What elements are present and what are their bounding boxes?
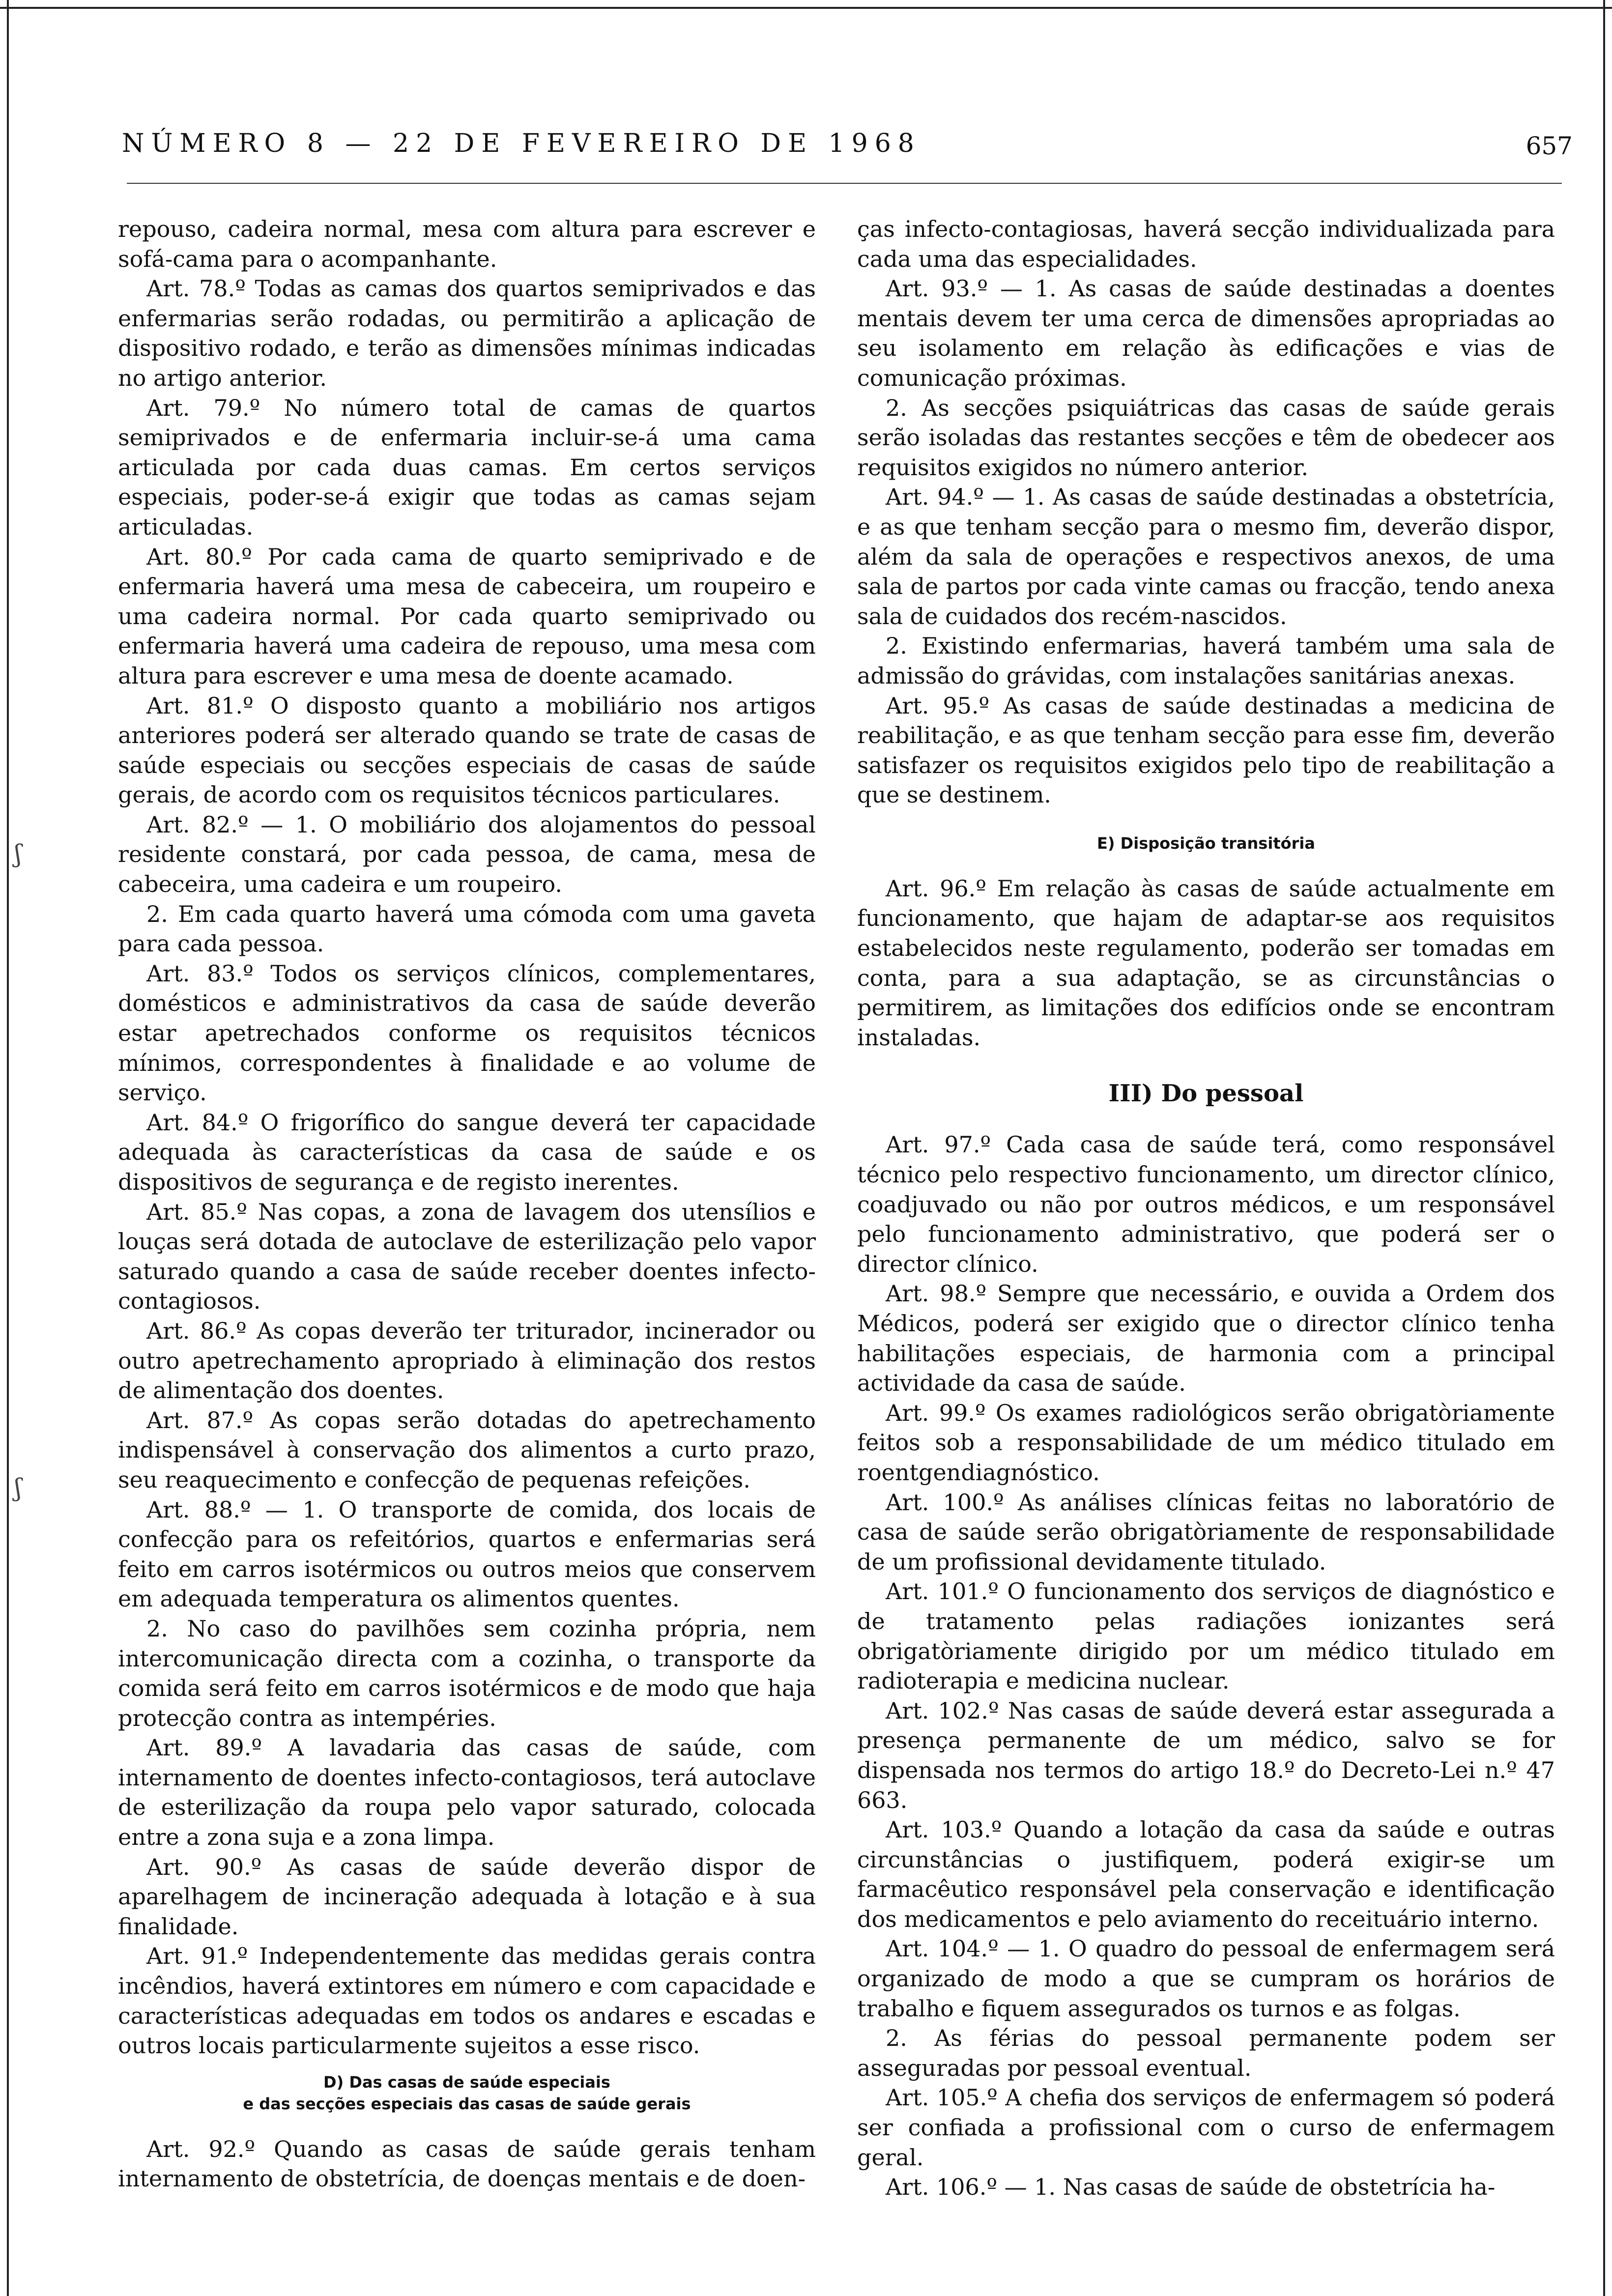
article-105: Art. 105.º A chefia dos serviços de enfermagem só poderá ser confiada a profissional com o curso de enfermagem geral. bbox=[857, 2084, 1555, 2171]
margin-mark: ʃ bbox=[15, 1473, 22, 1502]
article-84: Art. 84.º O frigorífico do sangue deverá ter capacidade adequada às características da casa de saúde e os dispositivos de segurança e de registo inerentes. bbox=[118, 1109, 816, 1195]
scan-border-right bbox=[1603, 0, 1605, 2296]
section-heading-d-line1: D) Das casas de saúde especiais bbox=[323, 2072, 610, 2092]
article-78: Art. 78.º Todas as camas dos quartos semiprivados e das enfermarias serão rodadas, ou permitirão a aplicação de dispositivo rodado, e terão as dimensões mínimas indicadas no artigo anterior. bbox=[118, 275, 816, 391]
article-100: Art. 100.º As análises clínicas feitas no laboratório de casa de saúde serão obrigatòriamente de responsabilidade de um profissional devidamente titulado. bbox=[857, 1489, 1555, 1575]
article-85: Art. 85.º Nas copas, a zona de lavagem dos utensílios e louças será dotada de autoclave de esterilização pelo vapor saturado quando a casa de saúde receber doentes infecto-contagiosos. bbox=[118, 1198, 816, 1315]
page-number: 657 bbox=[1526, 132, 1573, 160]
article-103: Art. 103.º Quando a lotação da casa da saúde e outras circunstâncias o justifiquem, poderá exigir-se um farmacêutico responsável pela conservação e identificação dos medicamentos e pelo aviamento do receituário interno. bbox=[857, 1816, 1555, 1932]
article-82-2: 2. Em cada quarto haverá uma cómoda com uma gaveta para cada pessoa. bbox=[118, 900, 816, 957]
article-90: Art. 90.º As casas de saúde deverão dispor de aparelhagem de incineração adequada à lotação e à sua finalidade. bbox=[118, 1853, 816, 1940]
article-95: Art. 95.º As casas de saúde destinadas a medicina de reabilitação, e as que tenham secção para esse fim, deverão satisfazer os requisitos exigidos pelo tipo de reabilitação a que se destinem. bbox=[857, 692, 1555, 808]
article-79: Art. 79.º No número total de camas de quartos semiprivados e de enfermaria incluir-se-á uma cama articulada por cada duas camas. Em certos serviços especiais, poder-se-á exigir que todas as camas sejam articuladas. bbox=[118, 394, 816, 540]
article-87: Art. 87.º As copas serão dotadas do apetrechamento indispensável à conservação dos alimentos a curto prazo, seu reaquecimento e confecção de pequenas refeições. bbox=[118, 1406, 816, 1493]
article-101: Art. 101.º O funcionamento dos serviços de diagnóstico e de tratamento pelas radiações ionizantes será obrigatòriamente dirigido por um médico titulado em radioterapia e medicina nuclear. bbox=[857, 1578, 1555, 1694]
article-93-2: 2. As secções psiquiátricas das casas de saúde gerais serão isoladas das restantes secções e têm de obedecer aos requisitos exigidos no número anterior. bbox=[857, 394, 1555, 481]
header-rule bbox=[127, 183, 1562, 184]
left-column bbox=[118, 214, 816, 2268]
article-104: Art. 104.º — 1. O quadro do pessoal de enfermagem será organizado de modo a que se cumpram os horários de trabalho e fiquem assegurados os turnos e as folgas. bbox=[857, 1935, 1555, 2022]
article-94: Art. 94.º — 1. As casas de saúde destinadas a obstetrícia, e as que tenham secção para o mesmo fim, deverão dispor, além da sala de operações e respectivos anexos, de uma sala de partos por cada vinte camas ou fracção, tendo anexa sala de cuidados dos recém-nascidos. bbox=[857, 484, 1555, 630]
right-column bbox=[857, 214, 1555, 2201]
article-104-2: 2. As férias do pessoal permanente podem ser asseguradas por pessoal eventual. bbox=[857, 2025, 1555, 2081]
article-94-2: 2. Existindo enfermarias, haverá também uma sala de admissão do grávidas, com instalações sanitárias anexas. bbox=[857, 632, 1555, 689]
issue-title: NÚMERO 8 — 22 DE FEVEREIRO DE 1968 bbox=[122, 129, 921, 158]
article-106: Art. 106.º — 1. Nas casas de saúde de obstetrícia ha- bbox=[886, 2174, 1496, 2201]
margin-mark: ʃ bbox=[15, 839, 22, 868]
article-92: Art. 92.º Quando as casas de saúde gerais tenham internamento de obstetrícia, de doenças mentais e de doen- bbox=[118, 2135, 816, 2192]
article-80: Art. 80.º Por cada cama de quarto semiprivado e de enfermaria haverá uma mesa de cabeceira, um roupeiro e uma cadeira normal. Por cada quarto semiprivado ou enfermaria haverá uma cadeira de repouso, uma mesa com altura para escrever e uma mesa de doente acamado. bbox=[118, 543, 816, 689]
article-93: Art. 93.º — 1. As casas de saúde destinadas a doentes mentais devem ter uma cerca de dimensões apropriadas ao seu isolamento em relação às edificações e vias de comunicação próximas. bbox=[857, 275, 1555, 391]
article-88-2: 2. No caso do pavilhões sem cozinha própria, nem intercomunicação directa com a cozinha, o transporte da comida será feito em carros isotérmicos e de modo que haja protecção contra as intempéries. bbox=[118, 1615, 816, 1731]
section-heading-e: E) Disposição transitória bbox=[1097, 833, 1315, 853]
article-91: Art. 91.º Independentemente das medidas gerais contra incêndios, haverá extintores em número e com capacidade e características adequadas em todos os andares e escadas e outros locais particularmente sujeitos a esse risco. bbox=[118, 1943, 816, 2059]
article-82: Art. 82.º — 1. O mobiliário dos alojamentos do pessoal residente constará, por cada pessoa, de cama, mesa de cabeceira, uma cadeira e um roupeiro. bbox=[118, 811, 816, 898]
article-83: Art. 83.º Todos os serviços clínicos, complementares, domésticos e administrativos da casa de saúde deverão estar apetrechados conforme os requisitos técnicos mínimos, correspondentes à finalidade e ao volume de serviço. bbox=[118, 960, 816, 1106]
section-heading-d-line2: e das secções especiais das casas de saúde gerais bbox=[243, 2094, 691, 2113]
article-97: Art. 97.º Cada casa de saúde terá, como responsável técnico pelo respectivo funcionamento, um director clínico, coadjuvado ou não por outros médicos, e um responsável pelo funcionamento administrativo, que poderá ser o director clínico. bbox=[857, 1131, 1555, 1277]
article-96: Art. 96.º Em relação às casas de saúde actualmente em funcionamento, que hajam de adaptar-se aos requisitos estabelecidos neste regulamento, poderão ser tomadas em conta, para a sua adaptação, se as circunstâncias o permitirem, as limitações dos edifícios onde se encontram instaladas. bbox=[857, 875, 1555, 1051]
section-heading-d bbox=[118, 2071, 816, 2115]
article-88: Art. 88.º — 1. O transporte de comida, dos locais de confecção para os refeitórios, quartos e enfermarias será feito em carros isotérmicos ou outros meios que conservem em adequada temperatura os alimentos quentes. bbox=[118, 1496, 816, 1612]
scan-border-top bbox=[0, 7, 1612, 9]
article-98: Art. 98.º Sempre que necessário, e ouvida a Ordem dos Médicos, poderá ser exigido que o director clínico tenha habilitações especiais, de harmonia com a principal actividade da casa de saúde. bbox=[857, 1280, 1555, 1397]
scan-border-left bbox=[7, 0, 9, 2296]
article-89: Art. 89.º A lavadaria das casas de saúde, com internamento de doentes infecto-contagiosos, terá autoclave de esterilização da roupa pelo vapor saturado, colocada entre a zona suja e a zona limpa. bbox=[118, 1734, 816, 1851]
article-102: Art. 102.º Nas casas de saúde deverá estar assegurada a presença permanente de um médico, salvo se for dispensada nos termos do artigo 18.º do Decreto-Lei n.º 47 663. bbox=[857, 1697, 1555, 1813]
paragraph: repouso, cadeira normal, mesa com altura para escrever e sofá-cama para o acompanhante. bbox=[118, 216, 816, 272]
article-86: Art. 86.º As copas deverão ter triturador, incinerador ou outro apetrechamento apropriado à eliminação dos restos de alimentação dos doentes. bbox=[118, 1317, 816, 1404]
section-heading-iii: III) Do pessoal bbox=[1108, 1080, 1304, 1108]
article-81: Art. 81.º O disposto quanto a mobiliário nos artigos anteriores poderá ser alterado quando se trate de casas de saúde especiais ou secções especiais de casas de saúde gerais, de acordo com os requisitos técnicos particulares. bbox=[118, 692, 816, 808]
paragraph: ças infecto-contagiosas, haverá secção individualizada para cada uma das especialidades. bbox=[857, 216, 1555, 272]
page-header bbox=[122, 129, 1573, 173]
article-99: Art. 99.º Os exames radiológicos serão obrigatòriamente feitos sob a responsabilidade de um médico titulado em roentgendiagnóstico. bbox=[857, 1399, 1555, 1486]
